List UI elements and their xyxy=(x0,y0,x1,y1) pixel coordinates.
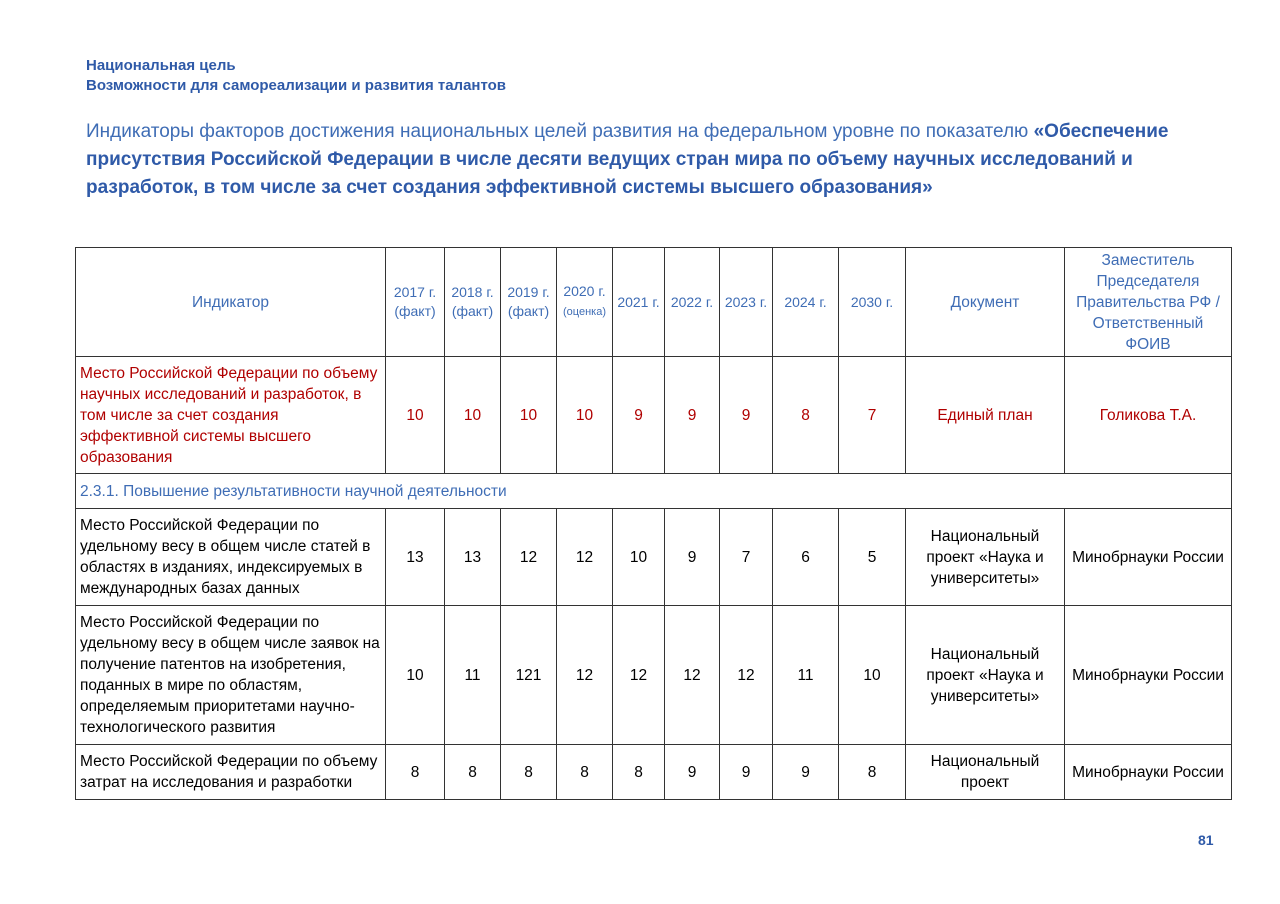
value-cell: 12 xyxy=(501,509,557,606)
column-header-indicator: Индикатор xyxy=(76,248,386,357)
value-cell: 9 xyxy=(720,357,773,474)
indicators-table xyxy=(75,247,1232,800)
value-cell: 12 xyxy=(665,606,720,745)
value-cell: 9 xyxy=(773,745,839,800)
page-header xyxy=(86,56,1226,202)
column-header-year: 2023 г. xyxy=(720,248,773,357)
table-header-row xyxy=(76,248,1232,357)
document-cell: Национальный проект xyxy=(906,745,1065,800)
value-cell: 11 xyxy=(773,606,839,745)
table-row xyxy=(76,509,1232,606)
value-cell: 121 xyxy=(501,606,557,745)
value-cell: 12 xyxy=(557,509,613,606)
indicator-cell: Место Российской Федерации по удельному весу в общем числе статей в областях в изданиях, индексируемых в международных базах данных xyxy=(76,509,386,606)
indicator-cell: Место Российской Федерации по удельному весу в общем числе заявок на получение патентов на изобретения, поданных в мире по областям, определяемым приоритетами научно-технологического развития xyxy=(76,606,386,745)
value-cell: 12 xyxy=(720,606,773,745)
value-cell: 8 xyxy=(613,745,665,800)
value-cell: 10 xyxy=(386,606,445,745)
value-cell: 7 xyxy=(839,357,906,474)
goal-name: Возможности для самореализации и развития талантов xyxy=(86,77,507,94)
value-cell: 9 xyxy=(613,357,665,474)
indicator-title: «Обеспечение присутствия Российской Федерации в числе десяти ведущих стран мира по объему научных исследований и разработок, в том числе за счет создания эффективной системы высшего образования» xyxy=(86,121,1169,198)
value-cell: 10 xyxy=(613,509,665,606)
indicator-cell: Место Российской Федерации по объему научных исследований и разработок, в том числе за счет создания эффективной системы высшего образования xyxy=(76,357,386,474)
value-cell: 13 xyxy=(445,509,501,606)
indicator-intro: Индикаторы факторов достижения национальных целей развития на федеральном уровне по показателю xyxy=(86,121,1034,142)
responsible-cell: Минобрнауки России xyxy=(1065,606,1232,745)
value-cell: 8 xyxy=(839,745,906,800)
goal-label: Национальная цель xyxy=(86,57,236,74)
document-cell: Единый план xyxy=(906,357,1065,474)
responsible-cell: Минобрнауки России xyxy=(1065,745,1232,800)
column-header-year: 2019 г. (факт) xyxy=(501,248,557,357)
value-cell: 12 xyxy=(613,606,665,745)
indicator-heading xyxy=(86,118,1216,202)
indicator-cell: Место Российской Федерации по объему затрат на исследования и разработки xyxy=(76,745,386,800)
value-cell: 10 xyxy=(445,357,501,474)
value-cell: 10 xyxy=(839,606,906,745)
responsible-cell: Голикова Т.А. xyxy=(1065,357,1232,474)
value-cell: 10 xyxy=(386,357,445,474)
column-header-year: 2022 г. xyxy=(665,248,720,357)
value-cell: 9 xyxy=(665,745,720,800)
responsible-cell: Минобрнауки России xyxy=(1065,509,1232,606)
value-cell: 12 xyxy=(557,606,613,745)
table-row xyxy=(76,606,1232,745)
value-cell: 8 xyxy=(445,745,501,800)
value-cell: 9 xyxy=(665,509,720,606)
value-cell: 6 xyxy=(773,509,839,606)
value-cell: 11 xyxy=(445,606,501,745)
column-header-year: 2018 г. (факт) xyxy=(445,248,501,357)
value-cell: 10 xyxy=(557,357,613,474)
section-row xyxy=(76,474,1232,509)
value-cell: 8 xyxy=(773,357,839,474)
column-header-year: 2020 г. (оценка) xyxy=(557,248,613,357)
table-row xyxy=(76,745,1232,800)
column-header-year: 2024 г. xyxy=(773,248,839,357)
value-cell: 7 xyxy=(720,509,773,606)
document-cell: Национальный проект «Наука и университеты» xyxy=(906,606,1065,745)
value-cell: 13 xyxy=(386,509,445,606)
value-cell: 9 xyxy=(720,745,773,800)
page-number: 81 xyxy=(1198,832,1214,848)
document-cell: Национальный проект «Наука и университеты» xyxy=(906,509,1065,606)
value-cell: 9 xyxy=(665,357,720,474)
column-header-year: 2017 г. (факт) xyxy=(386,248,445,357)
value-cell: 8 xyxy=(557,745,613,800)
value-cell: 10 xyxy=(501,357,557,474)
main-indicator-row xyxy=(76,357,1232,474)
section-title: 2.3.1. Повышение результативности научной деятельности xyxy=(76,474,1232,509)
value-cell: 8 xyxy=(501,745,557,800)
column-header-responsible: Заместитель Председателя Правительства РФ / Ответственный ФОИВ xyxy=(1065,248,1232,357)
value-cell: 8 xyxy=(386,745,445,800)
column-header-year: 2030 г. xyxy=(839,248,906,357)
column-header-document: Документ xyxy=(906,248,1065,357)
column-header-year: 2021 г. xyxy=(613,248,665,357)
value-cell: 5 xyxy=(839,509,906,606)
